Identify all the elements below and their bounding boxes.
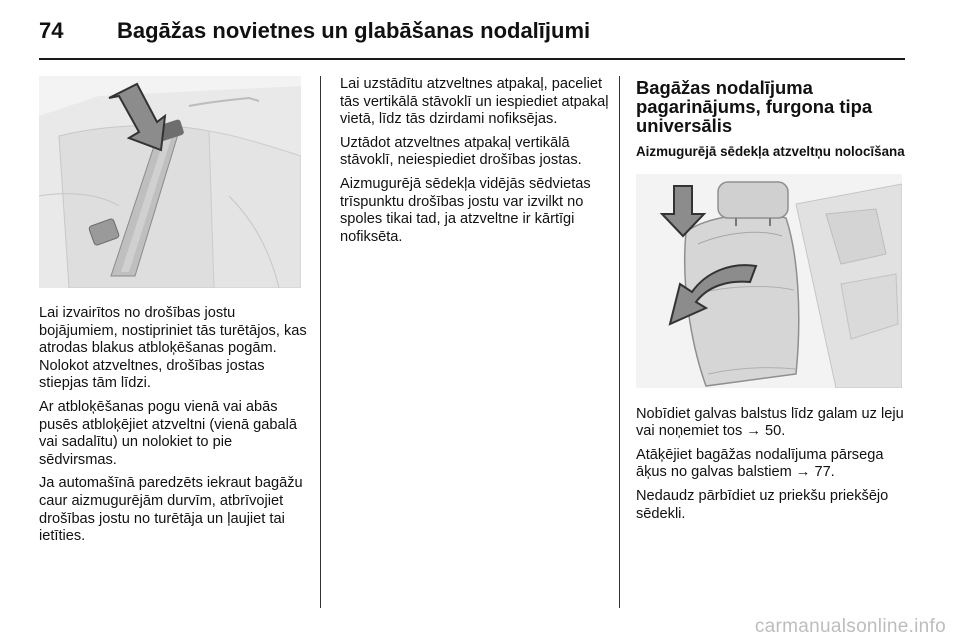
- column-3-text: [636, 406, 908, 524]
- paragraph: Lai uzstādītu atzveltnes atpakaļ, paceliet tās vertikālā stāvoklī un iespiediet atpakaļ vietā, līdz tās dzirdami nofiksējas.: [340, 76, 609, 128]
- page-header: [39, 18, 905, 60]
- page-number: 74: [39, 18, 64, 43]
- section-heading: Bagāžas nodalījuma pagarinājums, furgona tipa universālis: [636, 77, 873, 136]
- paragraph: Lai izvairītos no drošības jostu bojājumiem, nostipriniet tās turētājos, kas atrodas blakus atbloķēšanas pogām. Nolokot atzveltnes, drošības jostas stiepjas tām līdzi.: [39, 305, 307, 392]
- paragraph: Aizmugurējā sēdekļa vidējās sēdvietas trīspunktu drošības jostu var izvilkt no spoles tikai tad, ja atzveltne ir kārtīgi nofiksēta.: [340, 175, 591, 245]
- paragraph: Uztādot atzveltnes atpakaļ vertikālā stāvoklī, neiespiediet drošības jostas.: [340, 134, 582, 169]
- page-title: Bagāžas novietnes un glabāšanas nodalījumi: [117, 18, 591, 43]
- column-divider: [619, 76, 620, 608]
- paragraph: Nedaudz pārbīdiet uz priekšu priekšējo sēdekli.: [636, 487, 889, 522]
- paragraph: Ar atbloķēšanas pogu vienā vai abās pusēs atbloķējiet atzveltni (vienā gabalā vai sadalītu) un nolokiet to pie sēdvirsmas.: [39, 398, 297, 468]
- column-3: [636, 76, 908, 529]
- paragraph: Ja automašīnā paredzēts iekraut bagāžu caur aizmugurējām durvīm, atbrīvojiet drošības jostu no turētāja un ļaujiet tai ietīties.: [39, 475, 303, 545]
- paragraph: Nobīdiet galvas balstus līdz galam uz leju vai noņemiet tos → 50.: [636, 405, 904, 440]
- column-1: [39, 76, 307, 552]
- column-1-text: [39, 305, 307, 546]
- column-2: [340, 76, 610, 252]
- seat-belt-holder-illustration: [39, 76, 301, 288]
- column-divider: [320, 76, 321, 608]
- paragraph: Atāķējiet bagāžas nodalījuma pārsega āķus no galvas balstiem → 77.: [636, 446, 884, 481]
- watermark: carmanualsonline.info: [754, 616, 946, 637]
- seat-back-folding-illustration: [636, 174, 902, 388]
- subsection-heading: Aizmugurējā sēdekļa atzveltņu nolocīšana: [636, 144, 905, 159]
